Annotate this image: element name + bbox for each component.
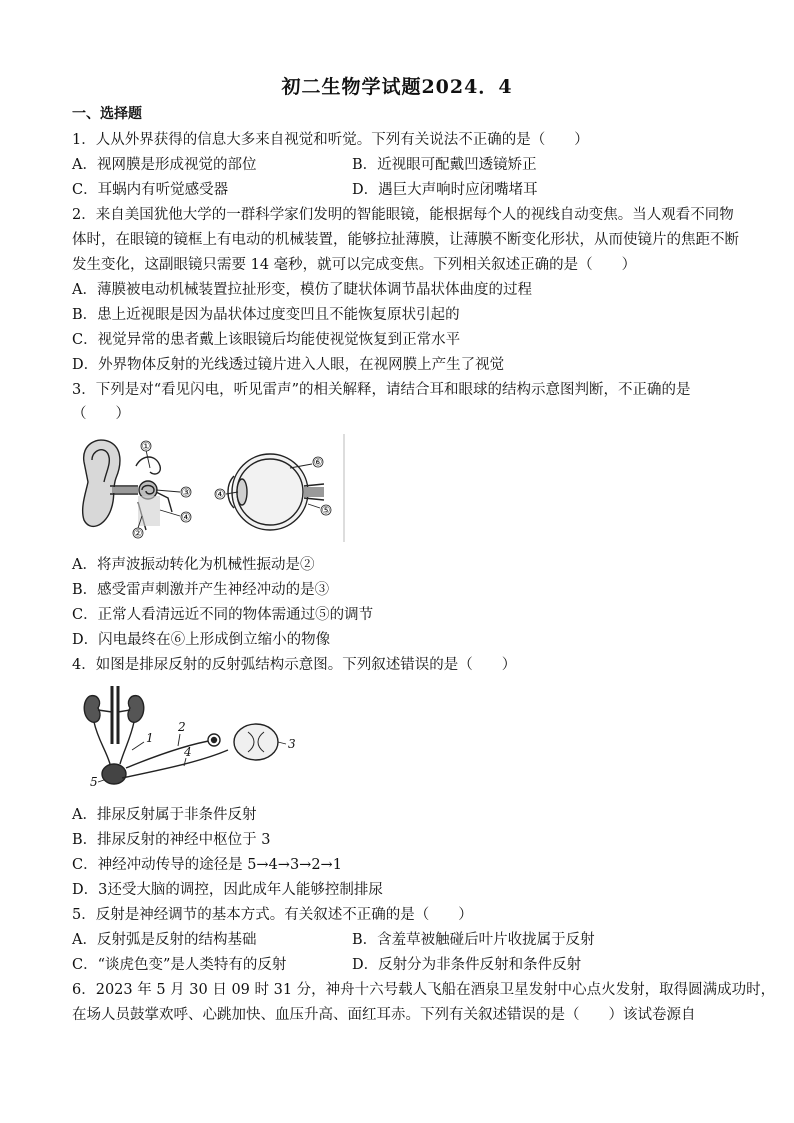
reflex-label-1: 1: [146, 731, 154, 745]
question-2-option-c: C．视觉异常的患者戴上该眼镜后均能使视觉恢复到正常水平: [72, 332, 461, 348]
ear-label-3: ③: [181, 487, 191, 499]
reflex-label-3: 3: [288, 737, 296, 751]
question-2-option-d: D．外界物体反射的光线透过镜片进入人眼，在视网膜上产生了视觉: [72, 357, 505, 373]
eye-label-4: ④: [215, 489, 225, 501]
question-4-option-d: D．3还受大脑的调控，因此成年人能够控制排尿: [72, 882, 383, 898]
ear-label-1: ①: [141, 441, 151, 453]
question-5-option-a: A．反射弧是反射的结构基础: [72, 932, 257, 948]
eye-label-5: ⑤: [321, 505, 331, 517]
question-3-stem-line1: 3．下列是对“看见闪电，听见雷声”的相关解释，请结合耳和眼球的结构示意图判断，不正确的是: [72, 382, 691, 398]
reflex-arc-figure: [80, 684, 300, 790]
question-1-option-a: A．视网膜是形成视觉的部位: [72, 157, 257, 173]
question-6-stem-line2: 在场人员鼓掌欢呼、心跳加快、血压升高、面红耳赤。下列有关叙述错误的是（ ）该试卷源自: [72, 1007, 696, 1023]
reflex-label-2: 2: [178, 720, 186, 734]
question-4-option-b: B．排尿反射的神经中枢位于 3: [72, 832, 271, 848]
question-2-stem-line3: 发生变化，这副眼镜只需要 14 毫秒，就可以完成变焦。下列相关叙述正确的是（ ）: [72, 257, 637, 273]
question-3-option-a: A．将声波振动转化为机械性振动是②: [72, 557, 315, 573]
question-3-option-c: C．正常人看清远近不同的物体需通过⑤的调节: [72, 607, 374, 623]
reflex-label-4: 4: [184, 745, 192, 759]
page-title: 初二生物学试题2024．4: [281, 76, 513, 98]
eye-diagram: [228, 454, 324, 530]
question-4-stem: 4．如图是排尿反射的反射弧结构示意图。下列叙述错误的是（ ）: [72, 657, 517, 673]
eye-label-6: ⑥: [313, 457, 323, 469]
question-6-stem-line1: 6．2023 年 5 月 30 日 09 时 31 分，神舟十六号载人飞船在酒泉卫星发射中心点火发射，取得圆满成功时，: [72, 982, 776, 998]
question-5-stem: 5．反射是神经调节的基本方式。有关叙述不正确的是（ ）: [72, 907, 473, 923]
question-1-option-d: D．遇巨大声响时应闭嘴堵耳: [352, 182, 538, 198]
question-2-option-b: B．患上近视眼是因为晶状体过度变凹且不能恢复原状引起的: [72, 307, 460, 323]
ear-eye-figure: [76, 432, 346, 544]
question-4-option-a: A．排尿反射属于非条件反射: [72, 807, 257, 823]
question-2-stem-line1: 2．来自美国犹他大学的一群科学家们发明的智能眼镜，能根据每个人的视线自动变焦。当人观看不同物: [72, 207, 734, 223]
question-4-option-c: C．神经冲动传导的途径是 5→4→3→2→1: [72, 857, 342, 873]
question-5-option-d: D．反射分为非条件反射和条件反射: [352, 957, 582, 973]
question-2-option-a: A．薄膜被电动机械装置拉扯形变，模仿了睫状体调节晶状体曲度的过程: [72, 282, 532, 298]
question-1-option-b: B．近视眼可配戴凹透镜矫正: [352, 157, 537, 173]
question-3-option-d: D．闪电最终在⑥上形成倒立缩小的物像: [72, 632, 331, 648]
question-5-option-b: B．含羞草被触碰后叶片收拢属于反射: [352, 932, 595, 948]
question-3-option-b: B．感受雷声刺激并产生神经冲动的是③: [72, 582, 330, 598]
question-1-option-c: C．耳蜗内有听觉感受器: [72, 182, 229, 198]
section-heading: 一、选择题: [72, 106, 142, 122]
question-1-stem: 1．人从外界获得的信息大多来自视觉和听觉。下列有关说法不正确的是（ ）: [72, 132, 589, 148]
question-5-option-c: C．“谈虎色变”是人类特有的反射: [72, 957, 287, 973]
reflex-label-5: 5: [90, 775, 98, 789]
question-2-stem-line2: 体时，在眼镜的镜框上有电动的机械装置，能够拉扯薄膜，让薄膜不断变化形状，从而使镜片的焦距不断: [72, 232, 739, 248]
ear-label-4: ④: [181, 512, 191, 524]
ear-label-2: ②: [133, 528, 143, 540]
ear-diagram: [83, 440, 172, 530]
question-3-stem-line2: （ ）: [72, 406, 130, 422]
